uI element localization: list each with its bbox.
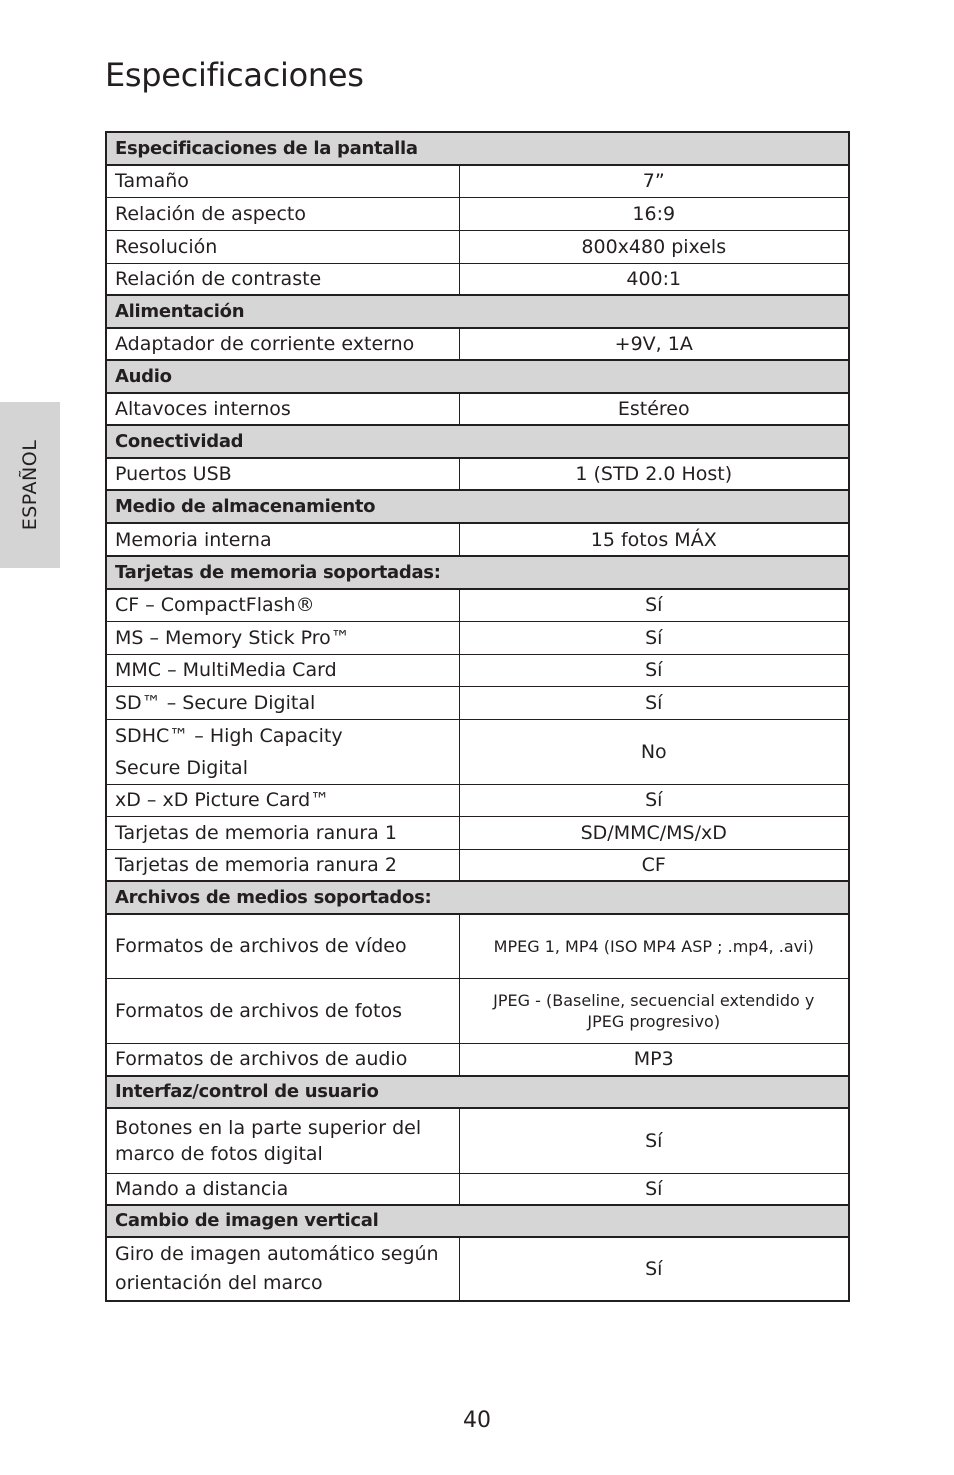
section-header: Alimentación — [106, 295, 849, 328]
spec-label: Resolución — [106, 230, 459, 263]
spec-value-line: JPEG progresivo) — [587, 1011, 721, 1031]
spec-label: Tarjetas de memoria ranura 1 — [106, 816, 459, 849]
spec-value: 7” — [459, 165, 849, 197]
section-header-row — [106, 490, 849, 523]
spec-value: Estéreo — [459, 393, 849, 425]
table-row — [106, 719, 849, 784]
table-row — [106, 784, 849, 816]
spec-value: MPEG 1, MP4 (ISO MP4 ASP ; .mp4, .avi) — [459, 914, 849, 978]
spec-label — [106, 719, 459, 784]
table-row — [106, 849, 849, 881]
spec-label: Puertos USB — [106, 458, 459, 490]
table-row — [106, 1173, 849, 1205]
spec-label: xD – xD Picture Card™ — [106, 784, 459, 816]
spec-value: Sí — [459, 654, 849, 686]
section-header: Conectividad — [106, 425, 849, 458]
spec-label-line: marco de fotos digital — [115, 1142, 323, 1165]
spec-value: 800x480 pixels — [459, 230, 849, 263]
spec-label: Memoria interna — [106, 523, 459, 556]
spec-value: Sí — [459, 1173, 849, 1205]
spec-value: Sí — [459, 621, 849, 654]
section-header-row — [106, 1076, 849, 1108]
spec-label: CF – CompactFlash® — [106, 589, 459, 621]
spec-label-line: orientación del marco — [115, 1272, 323, 1294]
section-header-row — [106, 881, 849, 914]
table-row — [106, 686, 849, 719]
table-row — [106, 1043, 849, 1076]
section-header-row — [106, 556, 849, 589]
table-row — [106, 393, 849, 425]
table-row — [106, 165, 849, 197]
spec-label: Tarjetas de memoria ranura 2 — [106, 849, 459, 881]
spec-label-line: Giro de imagen automático según — [115, 1243, 439, 1265]
table-row — [106, 328, 849, 360]
section-header-row — [106, 1205, 849, 1237]
table-row — [106, 654, 849, 686]
table-row — [106, 230, 849, 263]
spec-label — [106, 1237, 459, 1301]
section-header: Tarjetas de memoria soportadas: — [106, 556, 849, 589]
spec-label-line: SDHC™ – High Capacity — [115, 724, 343, 747]
section-header-row — [106, 425, 849, 458]
spec-label: Altavoces internos — [106, 393, 459, 425]
spec-value: SD/MMC/MS/xD — [459, 816, 849, 849]
spec-label: MS – Memory Stick Pro™ — [106, 621, 459, 654]
spec-value: No — [459, 719, 849, 784]
table-row — [106, 816, 849, 849]
language-side-tab — [0, 402, 60, 568]
language-label: ESPAÑOL — [19, 439, 41, 531]
table-row — [106, 263, 849, 295]
table-row — [106, 523, 849, 556]
spec-label-line: Secure Digital — [115, 756, 248, 779]
spec-value: Sí — [459, 1108, 849, 1173]
table-row — [106, 621, 849, 654]
table-row — [106, 978, 849, 1043]
table-row — [106, 914, 849, 978]
spec-value: CF — [459, 849, 849, 881]
spec-value: Sí — [459, 1237, 849, 1301]
section-header: Audio — [106, 360, 849, 393]
table-row — [106, 197, 849, 230]
spec-label: Formatos de archivos de audio — [106, 1043, 459, 1076]
spec-label — [106, 1108, 459, 1173]
section-header: Especificaciones de la pantalla — [106, 132, 849, 165]
spec-label: SD™ – Secure Digital — [106, 686, 459, 719]
specifications-table — [105, 131, 850, 1302]
spec-value: 1 (STD 2.0 Host) — [459, 458, 849, 490]
section-header: Interfaz/control de usuario — [106, 1076, 849, 1108]
spec-label: Relación de aspecto — [106, 197, 459, 230]
spec-label: Tamaño — [106, 165, 459, 197]
spec-label: Adaptador de corriente externo — [106, 328, 459, 360]
section-header: Medio de almacenamiento — [106, 490, 849, 523]
spec-label: Formatos de archivos de fotos — [106, 978, 459, 1043]
section-header: Archivos de medios soportados: — [106, 881, 849, 914]
spec-value-line: JPEG - (Baseline, secuencial extendido y — [493, 990, 815, 1010]
section-header-row — [106, 295, 849, 328]
section-header-row — [106, 132, 849, 165]
table-row — [106, 1237, 849, 1301]
table-row — [106, 589, 849, 621]
page-number: 40 — [463, 1408, 491, 1433]
section-header: Cambio de imagen vertical — [106, 1205, 849, 1237]
page-title: Especificaciones — [105, 56, 364, 94]
spec-label: Relación de contraste — [106, 263, 459, 295]
spec-value: 16:9 — [459, 197, 849, 230]
spec-value: Sí — [459, 784, 849, 816]
spec-label: MMC – MultiMedia Card — [106, 654, 459, 686]
table-row — [106, 1108, 849, 1173]
spec-value: MP3 — [459, 1043, 849, 1076]
spec-label: Mando a distancia — [106, 1173, 459, 1205]
spec-label: Formatos de archivos de vídeo — [106, 914, 459, 978]
spec-value — [459, 978, 849, 1043]
spec-value: +9V, 1A — [459, 328, 849, 360]
spec-label-line: Botones en la parte superior del — [115, 1116, 422, 1139]
spec-value: Sí — [459, 589, 849, 621]
spec-value: 15 fotos MÁX — [459, 523, 849, 556]
table-row — [106, 458, 849, 490]
spec-value: Sí — [459, 686, 849, 719]
spec-value: 400:1 — [459, 263, 849, 295]
section-header-row — [106, 360, 849, 393]
